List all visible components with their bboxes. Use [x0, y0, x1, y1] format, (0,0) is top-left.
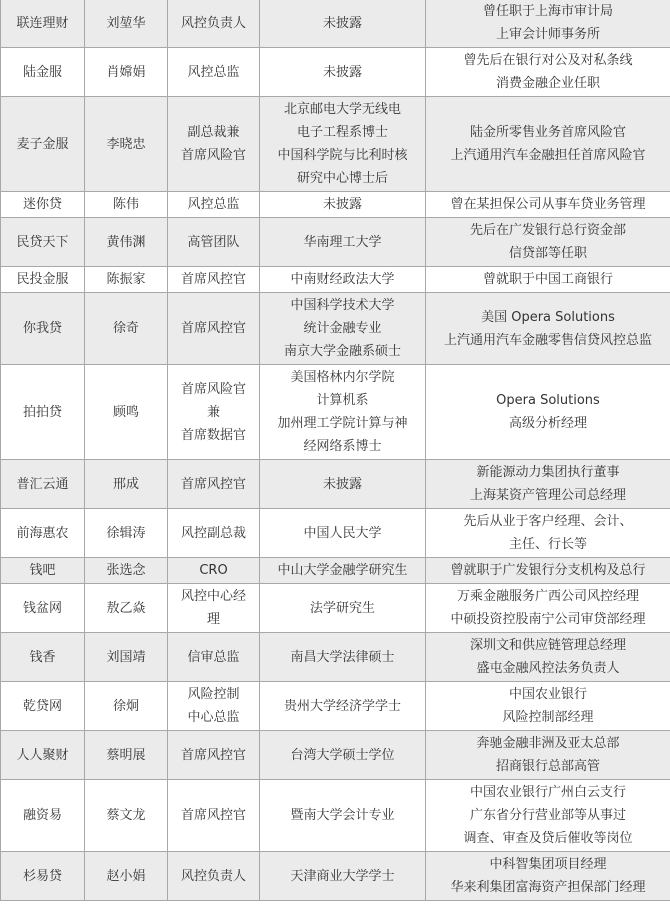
experience-line: 曾就职于广发银行分支机构及总行 — [450, 563, 646, 578]
company-cell: 民投金服 — [1, 267, 85, 293]
education-line: 中国人民大学 — [303, 525, 382, 541]
experience-cell — [426, 731, 670, 780]
experience-line: 万乘金融服务广西公司风控经理 — [456, 589, 639, 604]
position-line: 首席风控官 — [180, 808, 246, 823]
position-line: 风控负责人 — [180, 15, 246, 31]
position-line: 中心总监 — [187, 710, 240, 725]
position-cell — [168, 460, 260, 509]
experience-line: 中硕投资控股南宁公司审贷部经理 — [450, 612, 646, 627]
position-line: 首席数据官 — [180, 427, 246, 443]
experience-line: 先后从业于客户经理、会计、 — [463, 514, 633, 529]
experience-line: 曾就职于中国工商银行 — [482, 272, 613, 287]
position-line: 首席风控官 — [180, 476, 246, 492]
education-line: 南京大学金融系硕士 — [283, 344, 401, 359]
table-row — [1, 0, 670, 48]
table-row — [1, 267, 670, 293]
name-cell: 徐奇 — [85, 293, 168, 365]
education-cell — [260, 218, 426, 267]
position-cell — [168, 267, 260, 293]
position-cell — [168, 97, 260, 192]
education-cell — [260, 558, 426, 584]
table-row — [1, 293, 670, 365]
position-line: 风控总监 — [187, 64, 240, 80]
company-cell: 杉易贷 — [1, 852, 85, 901]
experience-line: 招商银行总部高管 — [495, 759, 600, 774]
table-row — [1, 218, 670, 267]
experience-cell — [426, 460, 670, 509]
name-cell: 李晓忠 — [85, 97, 168, 192]
position-line: 首席风控官 — [180, 747, 246, 763]
name-cell: 蔡明展 — [85, 731, 168, 780]
company-cell: 联连理财 — [1, 0, 85, 48]
experience-line: 中科智集团项目经理 — [489, 857, 607, 872]
name-cell: 张选念 — [85, 558, 168, 584]
position-cell — [168, 293, 260, 365]
education-line: 台湾大学硕士学位 — [290, 747, 395, 763]
education-line: 统计金融专业 — [303, 321, 382, 336]
position-cell — [168, 731, 260, 780]
experience-cell — [426, 509, 670, 558]
position-line: 信审总监 — [187, 649, 240, 665]
name-cell: 顾鸣 — [85, 365, 168, 460]
education-cell — [260, 852, 426, 901]
table-row — [1, 584, 670, 633]
experience-line: 风险控制部经理 — [502, 710, 594, 725]
experience-line: 曾在某担保公司从事车贷业务管理 — [450, 197, 646, 212]
company-cell: 钱香 — [1, 633, 85, 682]
company-cell: 迷你贷 — [1, 192, 85, 218]
education-line: 中国科学院与比利时核 — [277, 148, 408, 163]
position-line: 首席风控官 — [180, 272, 246, 287]
experience-line: 华来利集团富海资产担保部门经理 — [450, 880, 646, 895]
position-line: 首席风险官 — [180, 148, 246, 163]
education-line: 中国科学技术大学 — [290, 298, 395, 313]
experience-line: Opera Solutions — [496, 393, 600, 408]
experience-line: 盛屯金融风控法务负责人 — [476, 661, 620, 676]
experience-cell — [426, 633, 670, 682]
position-cell — [168, 780, 260, 852]
education-line: 未披露 — [322, 476, 362, 492]
table-row — [1, 48, 670, 97]
position-line: 首席风控官 — [180, 321, 246, 336]
experience-cell — [426, 682, 670, 731]
company-cell: 融资易 — [1, 780, 85, 852]
education-cell — [260, 780, 426, 852]
name-cell: 刘堃华 — [85, 0, 168, 48]
name-cell: 肖嫦娟 — [85, 48, 168, 97]
experience-cell — [426, 192, 670, 218]
company-cell: 前海惠农 — [1, 509, 85, 558]
table-row — [1, 682, 670, 731]
position-cell — [168, 192, 260, 218]
experience-line: 新能源动力集团执行董事 — [476, 465, 620, 480]
experience-line: 消费金融企业任职 — [495, 76, 600, 91]
experience-cell — [426, 584, 670, 633]
education-line: 南昌大学法律硕士 — [290, 649, 395, 665]
education-line: 暨南大学会计专业 — [290, 808, 395, 823]
education-line: 电子工程系博士 — [296, 125, 388, 140]
education-line: 天津商业大学学士 — [290, 868, 395, 884]
position-line: 风险控制 — [187, 687, 240, 702]
education-line: 加州理工学院计算与神 — [277, 416, 408, 431]
experience-line: 上海某资产管理公司总经理 — [469, 488, 626, 503]
company-cell: 麦子金服 — [1, 97, 85, 192]
table-body — [1, 0, 670, 901]
position-line: 首席风险官 — [180, 381, 246, 397]
education-line: 中山大学金融学研究生 — [277, 563, 408, 578]
education-cell — [260, 48, 426, 97]
education-line: 美国格林内尔学院 — [290, 370, 395, 385]
position-cell — [168, 218, 260, 267]
table-row — [1, 852, 670, 901]
position-cell — [168, 0, 260, 48]
education-cell — [260, 682, 426, 731]
education-line: 研究中心博士后 — [296, 171, 388, 186]
education-cell — [260, 192, 426, 218]
education-cell — [260, 97, 426, 192]
name-cell: 徐辑涛 — [85, 509, 168, 558]
table-row — [1, 509, 670, 558]
education-cell — [260, 731, 426, 780]
table-row — [1, 97, 670, 192]
company-cell: 民贷天下 — [1, 218, 85, 267]
experience-cell — [426, 267, 670, 293]
position-line: 风控中心经 — [180, 589, 246, 604]
education-cell — [260, 0, 426, 48]
experience-cell — [426, 48, 670, 97]
position-line: 兼 — [206, 404, 220, 420]
position-line: 风控负责人 — [180, 868, 246, 884]
experience-line: 广东省分行营业部等从事过 — [469, 808, 626, 823]
education-cell — [260, 267, 426, 293]
education-line: 未披露 — [322, 15, 362, 31]
position-line: 副总裁兼 — [187, 125, 240, 140]
experience-cell — [426, 780, 670, 852]
experience-line: 曾先后在银行对公及对私条线 — [463, 53, 633, 68]
position-cell — [168, 682, 260, 731]
education-line: 未披露 — [322, 64, 362, 80]
name-cell: 徐炯 — [85, 682, 168, 731]
education-line: 经网络系博士 — [303, 439, 382, 454]
experience-line: 信贷部等任职 — [508, 246, 587, 261]
experience-line: 奔驰金融非洲及亚太总部 — [476, 736, 620, 751]
education-line: 华南理工大学 — [303, 234, 382, 250]
experience-line: 美国 Opera Solutions — [481, 309, 615, 325]
table-row — [1, 633, 670, 682]
table-row — [1, 558, 670, 584]
name-cell: 蔡文龙 — [85, 780, 168, 852]
experience-line: 曾任职于上海市审计局 — [482, 4, 613, 19]
education-line: 法学研究生 — [309, 600, 375, 616]
experience-line: 上审会计师事务所 — [495, 27, 600, 42]
table-row — [1, 731, 670, 780]
education-cell — [260, 460, 426, 509]
company-cell: 普汇云通 — [1, 460, 85, 509]
education-cell — [260, 509, 426, 558]
experience-line: 中国农业银行 — [508, 687, 587, 702]
table-row — [1, 780, 670, 852]
education-cell — [260, 633, 426, 682]
experience-line: 高级分析经理 — [508, 416, 587, 431]
table-row — [1, 365, 670, 460]
company-cell: 人人聚财 — [1, 731, 85, 780]
experience-cell — [426, 218, 670, 267]
name-cell: 刘国靖 — [85, 633, 168, 682]
experience-cell — [426, 852, 670, 901]
position-line: 高管团队 — [187, 234, 240, 250]
education-cell — [260, 365, 426, 460]
position-line: CRO — [199, 563, 228, 578]
company-cell: 陆金服 — [1, 48, 85, 97]
name-cell: 陈振家 — [85, 267, 168, 293]
name-cell: 敖乙焱 — [85, 584, 168, 633]
experience-line: 中国农业银行广州白云支行 — [469, 785, 626, 800]
position-line: 风控副总裁 — [180, 525, 246, 541]
position-cell — [168, 633, 260, 682]
name-cell: 邢成 — [85, 460, 168, 509]
experience-line: 上汽通用汽车金融零售信贷风控总监 — [443, 332, 652, 348]
experience-line: 先后在广发银行总行资金部 — [469, 223, 626, 238]
position-cell — [168, 852, 260, 901]
experience-cell — [426, 0, 670, 48]
position-cell — [168, 509, 260, 558]
company-cell: 你我贷 — [1, 293, 85, 365]
education-line: 计算机系 — [316, 393, 369, 408]
experience-line: 主任、行长等 — [508, 537, 587, 552]
experience-cell — [426, 97, 670, 192]
position-cell — [168, 48, 260, 97]
position-cell — [168, 558, 260, 584]
position-cell — [168, 365, 260, 460]
position-line: 理 — [206, 612, 220, 627]
name-cell: 陈伟 — [85, 192, 168, 218]
experience-line: 深圳文和供应链管理总经理 — [469, 638, 626, 653]
education-line: 贵州大学经济学学士 — [283, 698, 401, 714]
company-cell: 乾贷网 — [1, 682, 85, 731]
experience-cell — [426, 558, 670, 584]
education-line: 北京邮电大学无线电 — [283, 102, 401, 117]
education-line: 中南财经政法大学 — [290, 272, 395, 287]
position-line: 风控总监 — [187, 197, 240, 212]
company-cell: 拍拍贷 — [1, 365, 85, 460]
experience-cell — [426, 365, 670, 460]
name-cell: 黄伟渊 — [85, 218, 168, 267]
company-cell: 钱吧 — [1, 558, 85, 584]
table-row — [1, 460, 670, 509]
table-row — [1, 192, 670, 218]
name-cell: 赵小娟 — [85, 852, 168, 901]
company-cell: 钱盆网 — [1, 584, 85, 633]
experience-line: 陆金所零售业务首席风险官 — [469, 125, 626, 140]
education-cell — [260, 293, 426, 365]
experience-line: 调查、审查及贷后催收等岗位 — [463, 831, 633, 846]
experience-cell — [426, 293, 670, 365]
education-line: 未披露 — [322, 197, 362, 212]
experience-line: 上汽通用汽车金融担任首席风险官 — [450, 148, 646, 163]
education-cell — [260, 584, 426, 633]
position-cell — [168, 584, 260, 633]
